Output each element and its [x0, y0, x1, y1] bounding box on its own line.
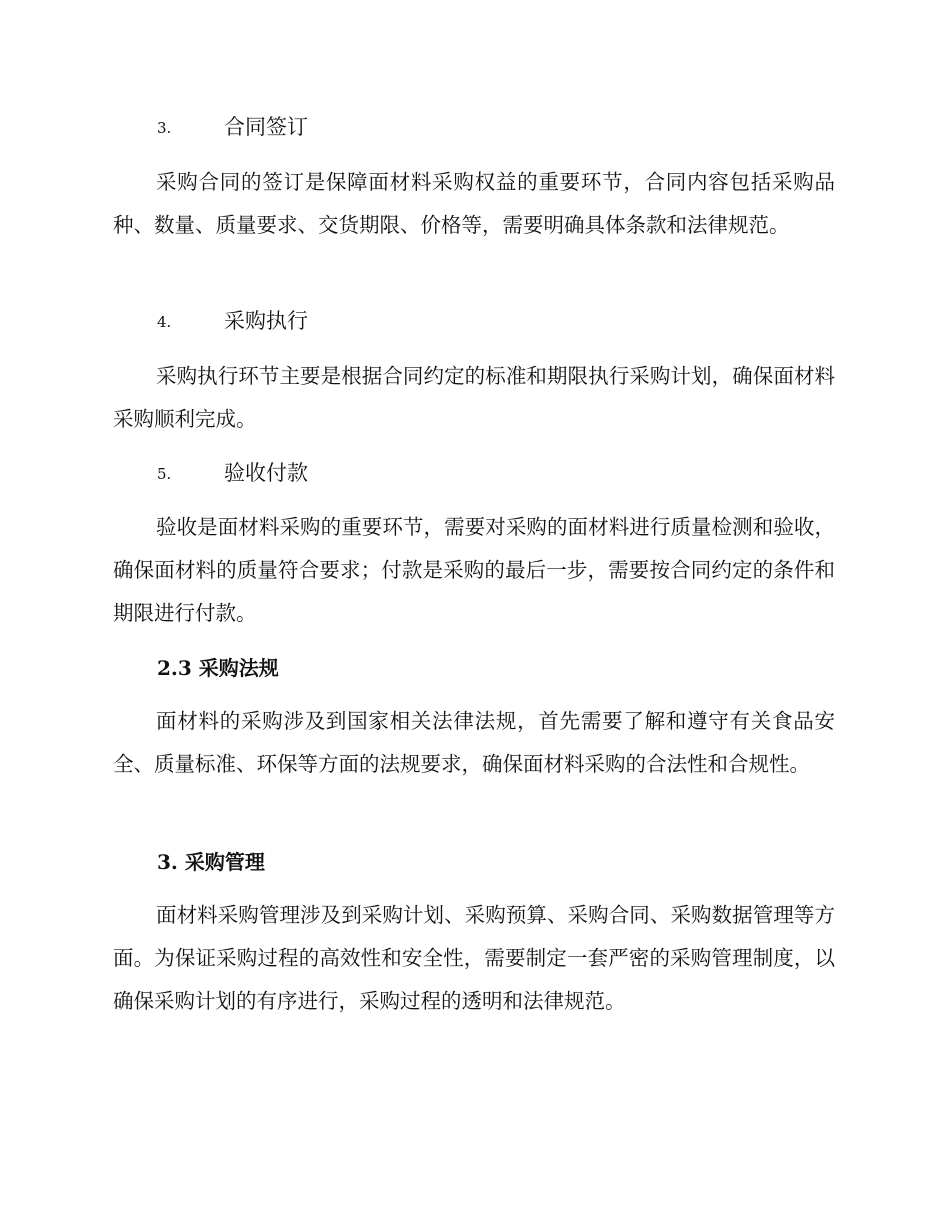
item-heading-contract-signing	[157, 113, 308, 142]
item-number: 5.	[157, 465, 172, 483]
paragraph-contract-signing: 采购合同的签订是保障面材料采购权益的重要环节，合同内容包括采购品种、数量、质量要求、交货期限、价格等，需要明确具体条款和法律规范。	[113, 170, 835, 237]
item-heading-purchase-execution	[157, 307, 308, 336]
paragraph-procurement-management: 面材料采购管理涉及到采购计划、采购预算、采购合同、采购数据管理等方面。为保证采购过程的高效性和安全性，需要制定一套严密的采购管理制度，以确保采购计划的有序进行，采购过程的透明和法律规范。	[113, 903, 835, 1013]
item-title: 采购执行	[224, 309, 308, 333]
item-number: 4.	[157, 313, 172, 331]
item-title: 验收付款	[224, 461, 308, 485]
section-heading-procurement-regulations: 2.3 采购法规	[157, 656, 279, 680]
item-heading-acceptance-payment	[157, 459, 308, 488]
paragraph-acceptance-payment: 验收是面材料采购的重要环节，需要对采购的面材料进行质量检测和验收，确保面材料的质量符合要求；付款是采购的最后一步，需要按合同约定的条件和期限进行付款。	[113, 515, 835, 625]
item-title: 合同签订	[224, 115, 308, 139]
paragraph-procurement-regulations: 面材料的采购涉及到国家相关法律法规，首先需要了解和遵守有关食品安全、质量标准、环保等方面的法规要求，确保面材料采购的合法性和合规性。	[113, 709, 835, 776]
item-number: 3.	[157, 119, 172, 137]
paragraph-purchase-execution: 采购执行环节主要是根据合同约定的标准和期限执行采购计划，确保面材料采购顺利完成。	[113, 364, 835, 431]
section-heading-procurement-management: 3. 采购管理	[157, 850, 265, 874]
